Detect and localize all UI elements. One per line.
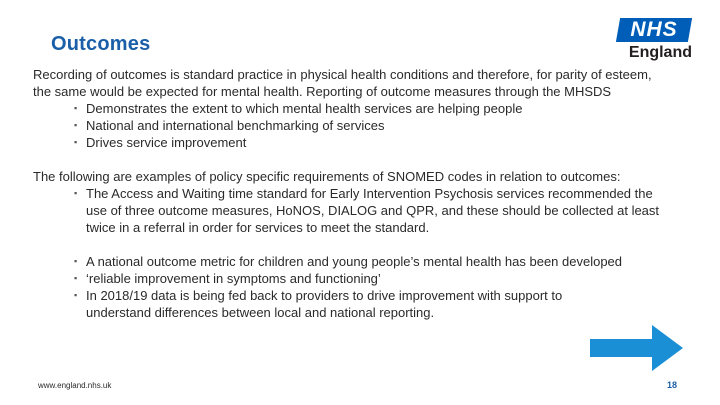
bullet-icon: ▪ bbox=[74, 137, 78, 147]
policy-list bbox=[33, 185, 673, 236]
bullet-icon: ▪ bbox=[74, 120, 78, 130]
list-item: ▪ Demonstrates the extent to which mental health services are helping people bbox=[74, 101, 523, 116]
list-item: ▪ A national outcome metric for children and young people’s mental health has been developed bbox=[74, 254, 623, 269]
page-number: 18 bbox=[667, 380, 678, 390]
bullet-icon: ▪ bbox=[74, 103, 78, 113]
footer-url: www.england.nhs.uk bbox=[38, 381, 112, 390]
list-item: ▪ In 2018/19 data is being fed back to providers to drive improvement with support to understand differences between local and national reporting. bbox=[74, 288, 563, 320]
nhs-england-logo bbox=[616, 18, 692, 64]
bullet-icon: ▪ bbox=[74, 290, 78, 300]
right-arrow-icon[interactable] bbox=[590, 323, 685, 373]
nhs-logo-mark: NHS bbox=[630, 18, 678, 41]
list-item: ▪ Drives service improvement bbox=[74, 135, 247, 150]
list-item: ▪ ‘reliable improvement in symptoms and functioning’ bbox=[74, 271, 381, 286]
bullet-icon: ▪ bbox=[74, 273, 78, 283]
slide-body bbox=[33, 66, 673, 321]
bullet-icon: ▪ bbox=[74, 256, 78, 266]
policy-intro-paragraph: The following are examples of policy specific requirements of SNOMED codes in relation to outcomes: bbox=[33, 169, 621, 184]
benefits-list bbox=[33, 100, 673, 151]
nhs-logo-org: England bbox=[628, 44, 692, 61]
intro-paragraph: Recording of outcomes is standard practice in physical health conditions and therefore, for parity of esteem, the same would be expected for mental health. Reporting of outcome measures through the MHSDS bbox=[33, 67, 652, 99]
bullet-icon: ▪ bbox=[74, 188, 78, 198]
list-item: ▪ National and international benchmarking of services bbox=[74, 118, 385, 133]
slide-title: Outcomes bbox=[51, 33, 151, 55]
list-item: ▪ The Access and Waiting time standard for Early Intervention Psychosis services recommended the use of three outcome measures, HoNOS, DIALOG and QPR, and these should be collected at least twice in a referral in order for services to meet the standard. bbox=[74, 186, 660, 235]
cyp-outcomes-list bbox=[33, 253, 673, 321]
